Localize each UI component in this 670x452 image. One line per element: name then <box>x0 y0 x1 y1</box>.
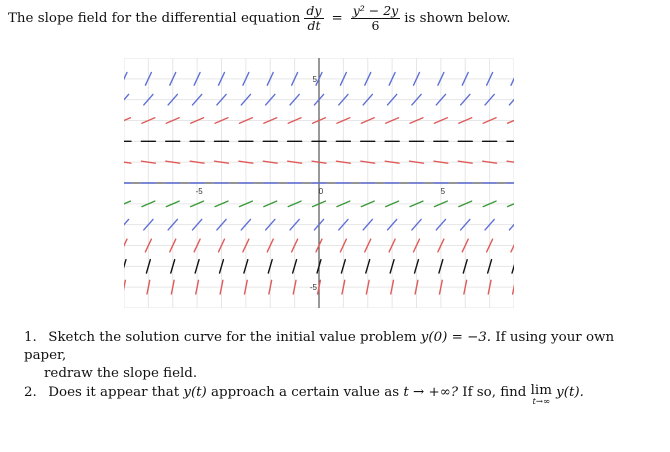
limit-operator <box>531 384 552 407</box>
question-number: 1. <box>24 330 37 345</box>
equals-sign: = <box>331 11 343 26</box>
question-text: If so, find <box>462 385 527 400</box>
rhs-fraction <box>351 4 401 33</box>
question-2 <box>24 384 644 407</box>
question-text: approach a certain value as <box>211 385 400 400</box>
limit-argument: y(t). <box>556 385 584 400</box>
question-number: 2. <box>24 385 37 400</box>
slope-segment <box>190 161 204 163</box>
slope-segment <box>215 161 229 163</box>
limit-condition: t → +∞? <box>403 385 459 400</box>
intro-tail-text: is shown below. <box>404 11 511 26</box>
question-text: Sketch the solution curve for the initial value problem <box>48 330 417 345</box>
slope-segment <box>312 161 326 163</box>
function-y-of-t: y(t) <box>183 385 207 400</box>
x-tick-label: -5 <box>195 187 203 196</box>
slope-segment <box>336 161 350 163</box>
y-tick-label: -5 <box>309 283 317 293</box>
slope-segment <box>288 161 302 163</box>
question-text: If using your own paper, <box>24 330 615 363</box>
rhs-numerator: y² − 2y <box>352 3 399 18</box>
slope-field-plot <box>124 58 514 308</box>
initial-condition: y(0) = −3. <box>420 330 492 345</box>
intro-lead-text: The slope field for the differential equation <box>8 11 301 26</box>
question-text: Does it appear that <box>48 385 180 400</box>
x-tick-label: 5 <box>440 187 446 196</box>
lhs-denominator: dt <box>307 18 321 33</box>
lhs-fraction <box>304 4 323 33</box>
slope-segment <box>385 161 399 163</box>
slope-segment <box>458 161 472 163</box>
x-tick-label: 0 <box>318 187 324 196</box>
slope-segment <box>239 161 253 163</box>
slope-segment <box>410 161 424 163</box>
y-tick-label: 5 <box>312 74 317 84</box>
lhs-numerator: dy <box>306 3 322 18</box>
lim-subscript: t→∞ <box>532 397 551 407</box>
slope-segment <box>263 161 277 163</box>
slope-segment <box>434 161 448 163</box>
problem-intro <box>8 4 511 33</box>
question-1 <box>24 329 644 383</box>
slope-segment <box>166 161 180 163</box>
slope-segment <box>141 161 155 163</box>
question-text-continued: redraw the slope field. <box>44 366 198 381</box>
lim-word: lim <box>530 383 552 398</box>
slope-segment <box>483 161 497 163</box>
slope-segment <box>361 161 375 163</box>
rhs-denominator: 6 <box>371 18 380 33</box>
